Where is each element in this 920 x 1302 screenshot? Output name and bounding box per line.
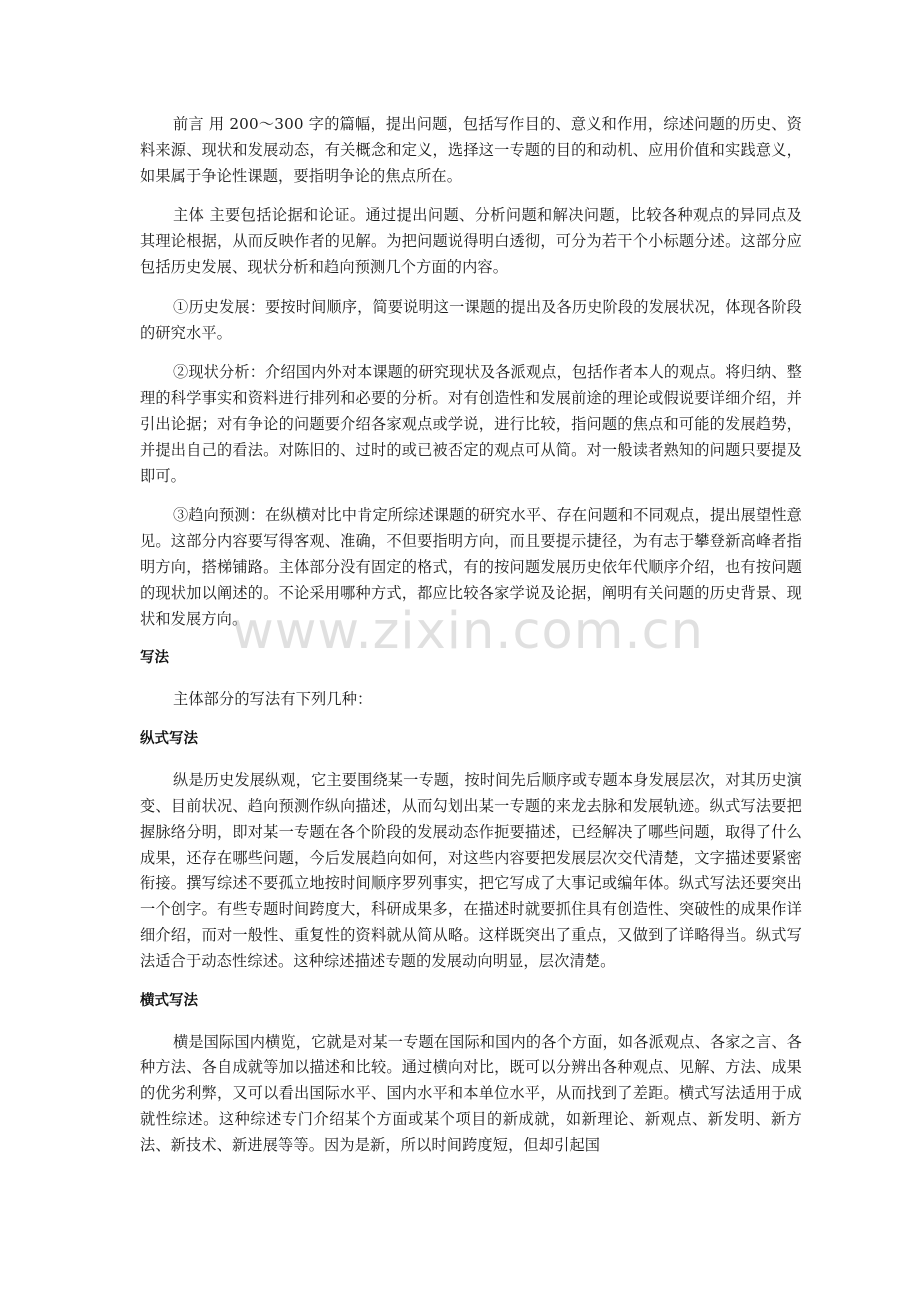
paragraph-vertical: 纵是历史发展纵观，它主要围绕某一专题，按时间先后顺序或专题本身发展层次，对其历史演变、目前状况、趋向预测作纵向描述，从而勾划出某一专题的来龙去脉和发展轨迹。纵式写法要把握脉络分明，即对某一专题在各个阶段的发展动态作扼要描述，已经解决了哪些问题，取得了什么成果，还存在哪些问题，今后发展趋向如何，对这些内容要把发展层次交代清楚，文字描述要紧密衔接。撰写综述不要孤立地按时间顺序罗列事实，把它写成了大事记或编年体。纵式写法还要突出一个创字。有些专题时间跨度大，科研成果多，在描述时就要抓住具有创造性、突破性的成果作详细介绍，而对一般性、重复性的资料就从简从略。这样既突出了重点，又做到了详略得当。纵式写法适合于动态性综述。这种综述描述专题的发展动向明显，层次清楚。 <box>140 771 802 970</box>
paragraph-trend: ③趋向预测：在纵横对比中肯定所综述课题的研究水平、存在问题和不同观点，提出展望性意见。这部分内容要写得客观、准确，不但要指明方向，而且要提示捷径，为有志于攀登新高峰者指明方向，搭梯铺路。主体部分没有固定的格式，有的按问题发展历史依年代顺序介绍，也有按问题的现状加以阐述的。不论采用哪种方式，都应比较各家学说及论据，阐明有关问题的历史背景、现状和发展方向。 <box>140 506 802 628</box>
document-body <box>140 112 802 1173</box>
heading-vertical: 纵式写法 <box>140 731 198 748</box>
paragraph-writing-intro: 主体部分的写法有下列几种： <box>173 690 373 709</box>
paragraph-horizontal: 横是国际国内横览，它就是对某一专题在国际和国内的各个方面，如各派观点、各家之言、各种方法、各自成就等加以描述和比较。通过横向对比，既可以分辨出各种观点、见解、方法、成果的优劣利弊，又可以看出国际水平、国内水平和本单位水平，从而找到了差距。横式写法适用于成就性综述。这种综述专门介绍某个方面或某个项目的新成就，如新理论、新观点、新发明、新方法、新技术、新进展等等。因为是新，所以时间跨度短，但却引起国 <box>140 1032 802 1154</box>
paragraph-history: ①历史发展：要按时间顺序，简要说明这一课题的提出及各历史阶段的发展状况，体现各阶段的研究水平。 <box>140 297 802 342</box>
paragraph-preface: 前言 用 200～300 字的篇幅，提出问题，包括写作目的、意义和作用，综述问题的历史、资料来源、现状和发展动态，有关概念和定义，选择这一专题的目的和动机、应用价值和实践意义，如果属于争论性课题，要指明争论的焦点所在。 <box>140 115 802 185</box>
heading-horizontal: 横式写法 <box>140 992 198 1009</box>
heading-writing: 写法 <box>140 650 169 667</box>
watermark: www.zixin.com.cn <box>232 602 704 661</box>
paragraph-main-body: 主体 主要包括论据和论证。通过提出问题、分析问题和解决问题，比较各种观点的异同点及其理论根据，从而反映作者的见解。为把问题说得明白透彻，可分为若干个小标题分述。这部分应包括历史发展、现状分析和趋向预测几个方面的内容。 <box>140 206 802 276</box>
paragraph-status: ②现状分析：介绍国内外对本课题的研究现状及各派观点，包括作者本人的观点。将归纳、整理的科学事实和资料进行排列和必要的分析。对有创造性和发展前途的理论或假说要详细介绍，并引出论据；对有争论的问题要介绍各家观点或学说，进行比较，指问题的焦点和可能的发展趋势，并提出自己的看法。对陈旧的、过时的或已被否定的观点可从简。对一般读者熟知的问题只要提及即可。 <box>140 363 802 485</box>
